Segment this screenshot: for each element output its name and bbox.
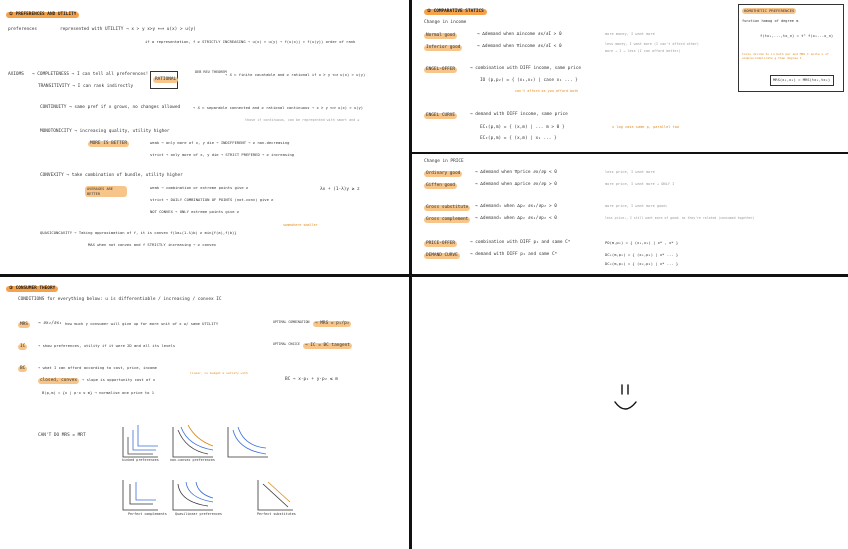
closed-note: linear, no budget ≥ satisfy with — [190, 371, 248, 375]
horizontal-divider — [0, 274, 848, 277]
quasiconcavity: QUASICONCAVITY → Taking approximation of f, it is convex f(λa+(1-λ)b) ≥ min{f(a),f(b)} — [40, 230, 237, 235]
giffen-text: → ∆demand when ∆price ∂x/∂p > 0 — [475, 182, 557, 187]
quasi-note: somewhere smaller — [283, 223, 318, 227]
engel-formula: IO (p,p₂) = { (x₁,x₂) | case x₁ ... } — [480, 78, 578, 83]
convexity: CONVEXITY → take combination of bundle, utility higher — [40, 173, 183, 178]
right-divider — [409, 152, 848, 154]
section-title-comparative: ② COMPARATIVE STATICS — [424, 9, 487, 15]
cant-do: CAN'T DO MRS = MRT — [38, 433, 86, 438]
gross-complement: Gross complement — [426, 217, 469, 222]
ic-graphs — [118, 422, 358, 522]
giffen-note: more price, I want more → ONLY I — [605, 182, 675, 186]
ic-text: → show preferences, utility if it were 2D and all its levels — [38, 343, 176, 348]
homothetic-text: function homog of degree m — [742, 19, 799, 23]
mono-weak: weak → only more of x, y die → INDIFFERENT → ≥ non-decreasing — [150, 140, 290, 145]
ic-label: IC — [20, 344, 26, 349]
homothetic-title: HOMOTHETIC PREFERENCES — [744, 8, 795, 13]
engel-note: can't afford as you afford both — [515, 89, 579, 93]
homothetic-formula: f(tx₁,...,tx_n) = tᵐ f(x₁...x_n) — [760, 33, 834, 38]
conv-formula: λx + (1-λ)y ≥ z — [320, 187, 360, 192]
price-offer-text: → combination with DIFF p₁ and same Cᵐ — [470, 240, 571, 245]
graph-quasilinear: Quasilinear preferences — [175, 512, 222, 516]
pref-line-2: if a representation, f ≥ STRICTLY INCREASING → u(x) > u(y) → f(u(x)) > f(u(y)) order of rank — [145, 39, 356, 44]
continuity: CONTINUITY → same pref if x grows, no changes allowed — [40, 105, 181, 110]
price-offer: PRICE-OFFER — [426, 241, 456, 246]
mrs-text: how much y consumer will give up for more unit of x w/ same UTILITY — [65, 321, 219, 326]
substitute-text: → ∆demand₁ when ∆p₂ ∂x₁/∂p₂ > 0 — [475, 204, 557, 209]
conv-strict: strict → DAILY COMBINATION OF POINTS (not-conv) give ≥ — [150, 197, 274, 202]
continuity-text: → X ⊂ separable connected and ≥ rational continuous → x ≻ y ⟺ u(x) > u(y) — [193, 105, 364, 110]
change-income: Change in income — [424, 20, 467, 25]
complement-note: less price₁, I still want more of good₁ as they're related (consumed together) — [605, 216, 755, 220]
completeness: → COMPLETENESS → I can tell all preferences! — [32, 72, 149, 77]
gross-substitute: Gross substitute — [426, 205, 469, 210]
debreu-text: → X ⊂ finite countable and ≥ rational if x ≻ y ⟺ u(x) > u(y) — [225, 72, 366, 77]
dc2: DC₂(m,p₂) = { (x₂,p₂) | x* ... } — [605, 261, 679, 266]
graph-nonconvex: non-convex preferences — [170, 458, 215, 462]
bc-formula-label: BC → x·p₁ + y·p₂ ≤ m — [285, 377, 338, 382]
normal-good: Normal good — [426, 33, 456, 38]
conv-weak: weak → combination or extreme points give ≥ — [150, 185, 249, 190]
graph-complements: Perfect complements — [128, 512, 167, 516]
debreu-label: DEB REU THEOREM — [195, 70, 227, 74]
engel-offer: ENGEL-OFFER — [426, 67, 456, 72]
graph-substitutes: Perfect substitutes — [257, 512, 296, 516]
closed-convex: closed, convex — [40, 378, 78, 383]
homothetic-note: tools divide to in both par and MRS t quite u of simple/complicate g than degree 1 — [742, 52, 829, 61]
ordinary-good: Ordinary good — [426, 171, 461, 176]
monotonicity: MONOTONICITY → increasing quality, utility higher — [40, 129, 170, 134]
complement-text: → ∆demand₁ when ∆p₂ ∂x₁/∂p₂ < 0 — [475, 216, 557, 221]
bc-label: BC — [20, 366, 26, 371]
mono-strict: strict → only more of x, y die → STRICT PREFERED → ≥ increasing — [150, 152, 295, 157]
averages-better: AVERAGES ARE BETTER — [85, 186, 127, 197]
inferior-note: less money, I want more (I can't afford other) — [605, 42, 699, 46]
rational-label: RATIONAL — [155, 77, 177, 82]
normal-text: → ∆demand when ∆income ∂x/∂I > 0 — [477, 32, 562, 37]
engel-curve-text: → demand with DIFF income, same price — [470, 112, 568, 117]
mrs-label: MRS — [20, 322, 28, 327]
change-price: Change in PRICE — [424, 159, 464, 164]
quasi-max: MAX when not convex and f STRICTLY increasing → ≥ convex — [88, 242, 217, 247]
substitute-note: more price, I want more good₁ — [605, 204, 668, 208]
dc1: DC₁(m,p₂) = { (x₁,p₁) | x* ... } — [605, 252, 679, 257]
label-preferences: preferences — [8, 27, 38, 32]
section-title-preferences: ① PREFERENCES AND UTILITY — [6, 12, 79, 18]
mrs-formula: → ∂x₂/∂x₁ — [38, 321, 62, 326]
label-axioms: AXIOMS — [8, 72, 24, 77]
inferior-text: → ∆demand when ∇income ∂x/∂I < 0 — [477, 44, 562, 49]
ec1: EC₁(p,m) = { (x,m) | ... m > 0 } — [480, 125, 565, 130]
more-is-better: MORE IS BETTER — [90, 141, 128, 146]
conditions: CONDITIONS for everything below: u is differentiable / increasing / convex IC — [18, 297, 222, 302]
optimal-formula: → MRS = p₁/p₂ — [315, 321, 350, 326]
engel-curve: ENGEL CURVE — [426, 113, 456, 118]
pref-line: represented with UTILITY → x ≻ y x≻y ⟺ u(x) > u(y) — [60, 27, 196, 32]
ec2: EC₂(p,m) = { (x,m) | x₁ ... } — [480, 136, 557, 141]
demand-curve-text: → demand with DIFF p₁ and same Cᵐ — [470, 252, 558, 257]
budget-set: B(p,m) = {x | p·x ≤ m} → normalise one price to 1 — [42, 390, 155, 395]
demand-curve: DEMAND CURVE — [426, 253, 458, 258]
engel-offer-text: → combination with DIFF income, same price — [470, 66, 582, 71]
optimal-choice: OPTIMAL CHOICE — [273, 342, 300, 346]
giffen-good: Giffen good — [426, 183, 456, 188]
graph-kinked: kinked preferences — [122, 458, 159, 462]
inferior-note-2: more → I → less (I can afford better) — [605, 49, 681, 53]
optimal-combination: OPTIMAL COMBINATION — [273, 320, 310, 324]
continuity-note: those if continuous, can be represented with smart and ≥ — [245, 118, 360, 122]
ordinary-text: → ∆demand when ∇price ∂x/∂p < 0 — [475, 170, 557, 175]
inferior-good: Inferior good — [426, 45, 461, 50]
closed-text: → slope is opportunity cost of x — [82, 377, 156, 382]
homothetic-mrs: MRS(x₁,x₂) = MRS(tx₁,tx₂) — [773, 77, 831, 82]
optimal-choice-formula: → IC = BC tangent — [305, 343, 350, 348]
ordinary-note: less price, I want more — [605, 170, 655, 174]
ec-note: x log case same p, parallel too — [612, 125, 680, 129]
transitivity: TRANSITIVITY → I can rank indirectly — [38, 84, 134, 89]
smiley-drawing — [600, 380, 640, 420]
section-title-consumer: ③ CONSUMER THEORY — [6, 286, 58, 292]
not-convex: NOT CONVEX → ONLY extreme points give ≥ — [150, 209, 240, 214]
po-formula: PO(m,p₂) = { (x₁,x₂) | x* , x* } — [605, 240, 679, 245]
normal-note: more money, I want more — [605, 32, 655, 36]
bc-text: → what I can afford according to cost, price, income — [38, 365, 157, 370]
